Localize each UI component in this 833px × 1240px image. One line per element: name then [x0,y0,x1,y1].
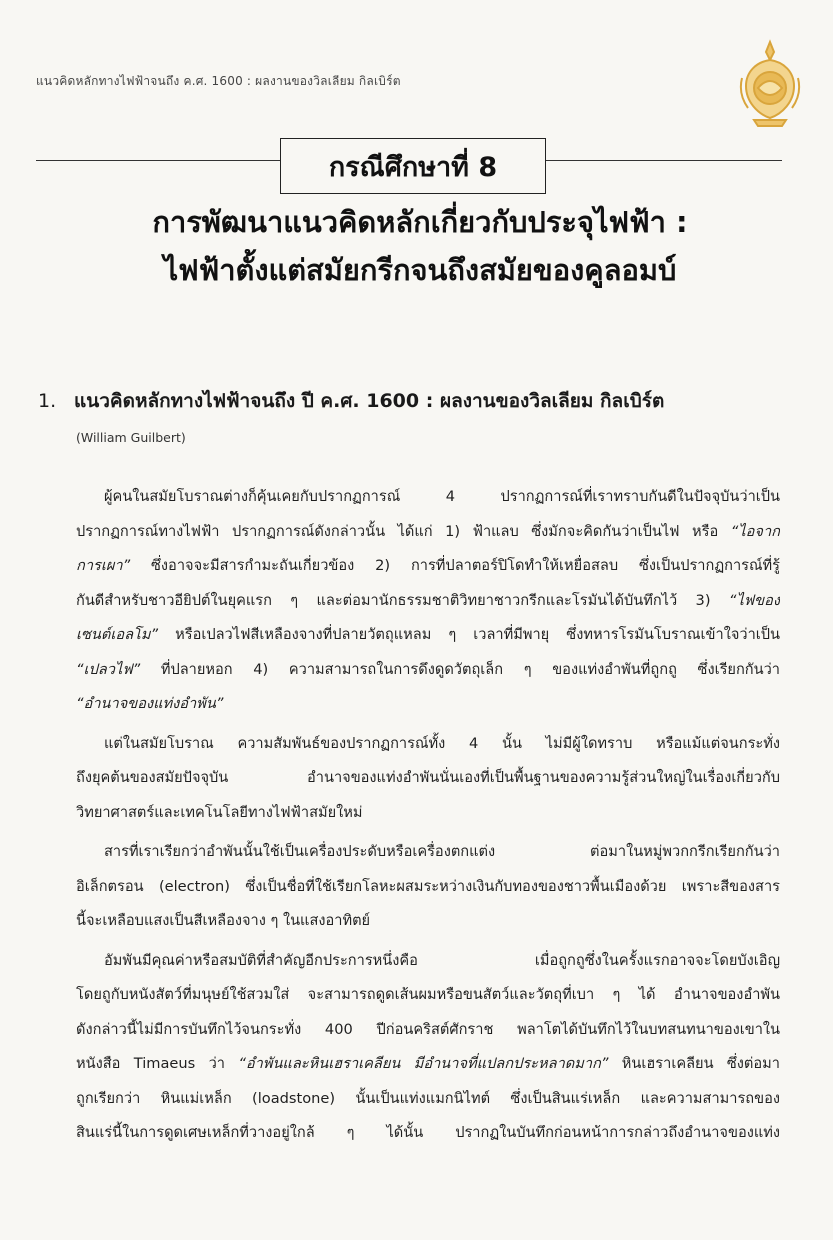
section-heading-text: แนวคิดหลักทางไฟฟ้าจนถึง ปี ค.ศ. 1600 : ผลงานของวิลเลียม กิลเบิร์ต [74,390,665,412]
text-line: อิเล็กตรอน (electron) ซึ่งเป็นชื่อที่ใช้เรียกโลหะผสมระหว่างเงินกับทองของชาวพื้นเมืองด้วย เพราะสีของสาร [76,877,780,895]
text-line: กันดีสำหรับชาวอียิปต์ในยุคแรก ๆ และต่อมานักธรรมชาติวิทยาชาวกรีกและโรมันได้บันทึกไว้ 3) “ไฟของ [76,591,780,609]
text-line: วิทยาศาสตร์และเทคโนโลยีทางไฟฟ้าสมัยใหม่ [76,803,363,821]
crest-emblem-icon [734,38,806,128]
chapter-title-line-1: การพัฒนาแนวคิดหลักเกี่ยวกับประจุไฟฟ้า : [152,205,688,239]
body-text [76,480,780,1151]
title-rule-left [36,160,280,161]
text-line: “เปลวไฟ” ที่ปลายหอก 4) ความสามารถในการดึงดูดวัตถุเล็ก ๆ ของแท่งอำพันที่ถูกถู ซึ่งเรียกกันว่า [76,660,780,678]
text-line: “อำนาจของแท่งอำพัน” [76,695,224,712]
section-number: 1. [38,390,57,412]
text-line: สินแร่นี้ในการดูดเศษเหล็กที่วางอยู่ใกล้ ๆ ได้นั้น ปรากฏในบันทึกก่อนหน้าการกล่าวถึงอำนาจของแท่ง [76,1124,780,1141]
text-line: แต่ในสมัยโบราณ ความสัมพันธ์ของปรากฏการณ์ทั้ง 4 นั้น ไม่มีผู้ใดทราบ หรือแม้แต่จนกระทั่ง [104,734,780,752]
text-line: โดยถูกับหนังสัตว์ที่มนุษย์ใช้สวมใส่ จะสามารถดูดเส้นผมหรือขนสัตว์และวัตถุที่เบา ๆ ได้ อำนาจของอำพัน [76,986,780,1003]
chapter-title [70,198,770,294]
text-line: ถูกเรียกว่า หินแม่เหล็ก (loadstone) นั้นเป็นแท่งแมกนิไทต์ ซึ่งเป็นสินแร่เหล็ก และความสามารถของ [76,1089,780,1107]
text-line: ปรากฏการณ์ทางไฟฟ้า ปรากฏการณ์ดังกล่าวนั้น ได้แก่ 1) ฟ้าแลบ ซึ่งมักจะคิดกันว่าเป็นไฟ หรือ “ไอจาก [76,522,780,540]
text-line: ถึงยุคต้นของสมัยปัจจุบัน อำนาจของแท่งอำพันนั่นเองที่เป็นพื้นฐานของความรู้ส่วนใหญ่ในเรื่องเกี่ยวกับ [76,769,780,786]
text-line: ผู้คนในสมัยโบราณต่างก็คุ้นเคยกับปรากฏการณ์ 4 ปรากฏการณ์ที่เราทราบกันดีในปัจจุบันว่าเป็น [104,488,780,505]
section-heading [38,386,664,416]
text-line: ดังกล่าวนี้ไม่มีการบันทึกไว้จนกระทั่ง 400 ปีก่อนคริสต์ศักราช พลาโตได้บันทึกไว้ในบทสนทนาของเขาใน [76,1020,780,1038]
text-line: การเผา” ซึ่งอาจจะมีสารกำมะถันเกี่ยวข้อง 2) การที่ปลาตอร์ปิโดทำให้เหยื่อสลบ ซึ่งเป็นปรากฏการณ์ที่รู้ [76,557,780,574]
text-line: อัมพันมีคุณค่าหรือสมบัติที่สำคัญอีกประการหนึ่งคือ เมื่อถูกถูซึ่งในครั้งแรกอาจจะโดยบังเอิญ [104,951,780,969]
text-line: หนังสือ Timaeus ว่า “อำพันและหินเฮราเคลียน มีอำนาจที่แปลกประหลาดมาก” หินเฮราเคลียน ซึ่งต่อมา [76,1055,780,1072]
text-line: เซนต์เอลโม” หรือเปลวไฟสีเหลืองจางที่ปลายวัตถุแหลม ๆ เวลาที่มีพายุ ซึ่งทหารโรมันโบราณเข้าใจว่าเป็น [76,626,780,643]
section-subtitle: (William Guilbert) [76,430,186,445]
case-study-title: กรณีศึกษาที่ 8 [280,138,546,194]
chapter-title-line-2: ไฟฟ้าตั้งแต่สมัยกรีกจนถึงสมัยของคูลอมบ์ [163,253,677,287]
running-header: แนวคิดหลักทางไฟฟ้าจนถึง ค.ศ. 1600 : ผลงานของวิลเลียม กิลเบิร์ต [36,74,401,88]
text-line: สารที่เราเรียกว่าอำพันนั้นใช้เป็นเครื่องประดับหรือเครื่องตกแต่ง ต่อมาในหมู่พวกกรีกเรียกกันว่า [104,843,780,860]
text-line: นี้จะเหลือบแสงเป็นสีเหลืองจาง ๆ ในแสงอาทิตย์ [76,912,371,929]
title-rule-right [546,160,782,161]
